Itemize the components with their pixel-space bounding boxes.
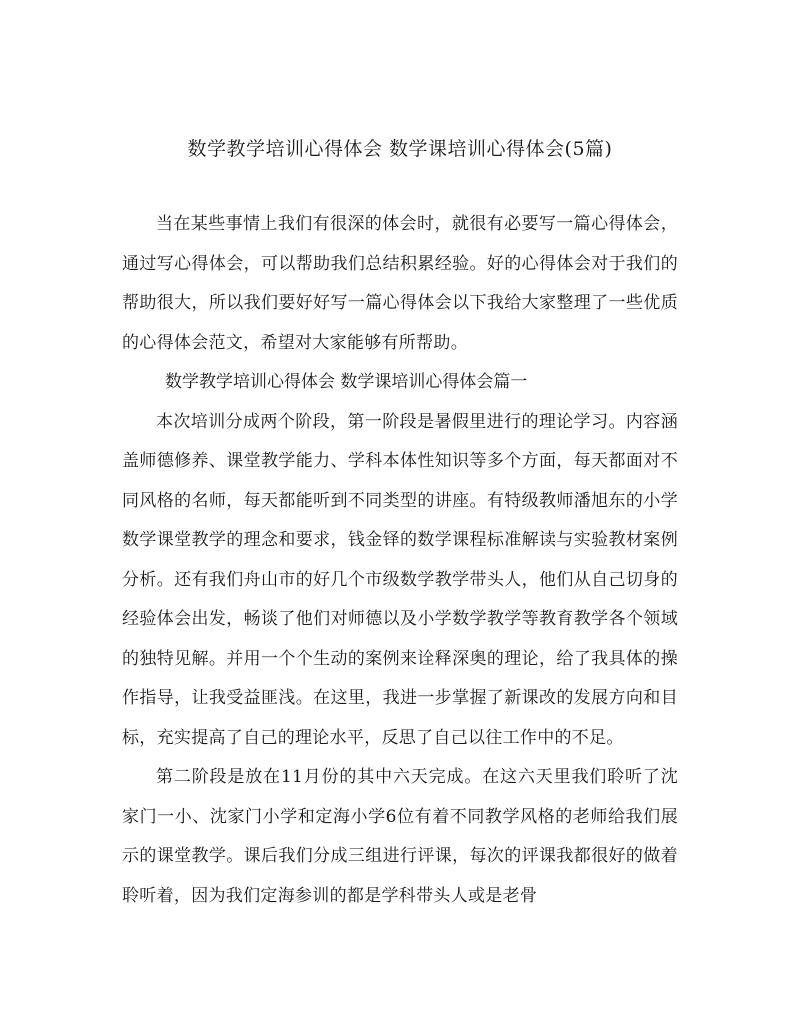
- intro-paragraph: 当在某些事情上我们有很深的体会时，就很有必要写一篇心得体会，通过写心得体会，可以帮助我们总结积累经验。好的心得体会对于我们的帮助很大，所以我们要好好写一篇心得体会以下我给大家整理了一些优质的心得体会范文，希望对大家能够有所帮助。: [122, 214, 678, 353]
- body-paragraph-1: 本次培训分成两个阶段，第一阶段是暑假里进行的理论学习。内容涵盖师德修养、课堂教学能力、学科本体性知识等多个方面，每天都面对不同风格的名师，每天都能听到不同类型的讲座。有特级教师潘旭东的小学数学课堂教学的理念和要求，钱金铎的数学课程标准解读与实验教材案例分析。还有我们舟山市的好几个市级数学教学带头人，他们从自己切身的经验体会出发，畅谈了他们对师德以及小学数学教学等教育教学各个领域的独特见解。并用一个个生动的案例来诠释深奥的理论，给了我具体的操作指导，让我受益匪浅。在这里，我进一步掌握了新课改的发展方向和目标，充实提高了自己的理论水平，反思了自己以往工作中的不足。: [122, 411, 678, 748]
- document-body: [122, 205, 678, 916]
- document-title: 数学教学培训心得体会 数学课培训心得体会(5篇): [187, 138, 613, 160]
- body-paragraph-2: 第二阶段是放在11月份的其中六天完成。在这六天里我们聆听了沈家门一小、沈家门小学和定海小学6位有着不同教学风格的老师给我们展示的课堂教学。课后我们分成三组进行评课，每次的评课我都很好的做着聆听着，因为我们定海参训的都是学科带头人或是老骨: [122, 767, 678, 906]
- section-heading: 数学教学培训心得体会 数学课培训心得体会篇一: [165, 372, 528, 392]
